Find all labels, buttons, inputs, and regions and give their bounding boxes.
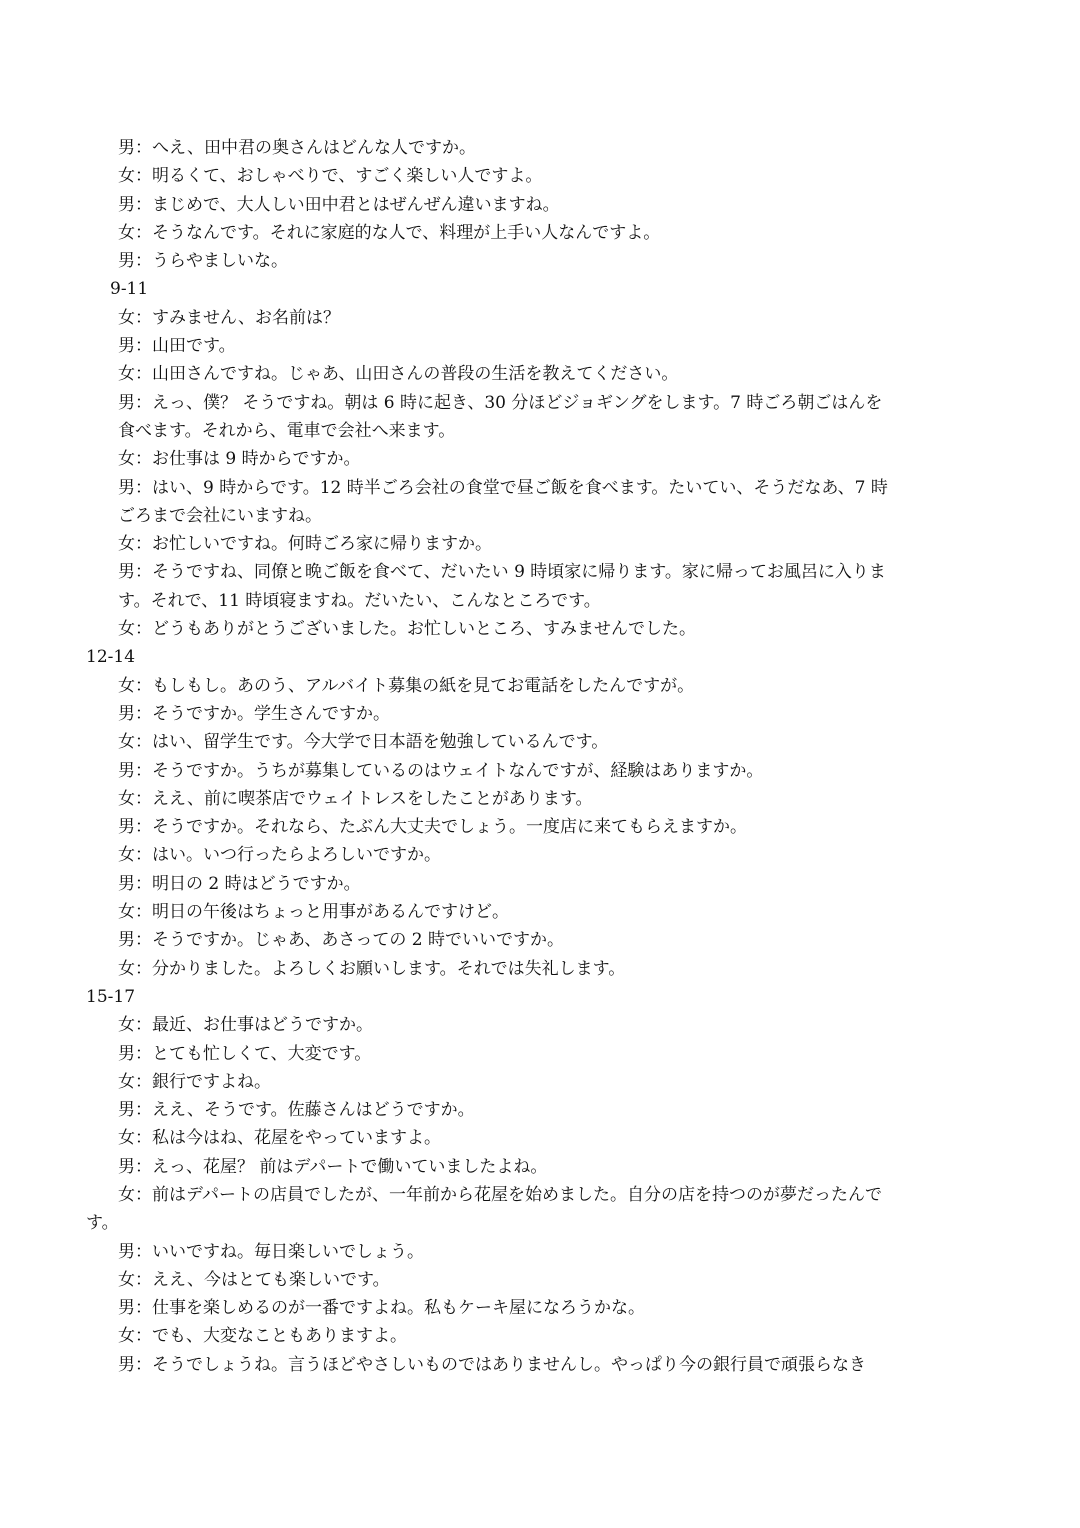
dialogue-line: 女：お仕事は 9 時からですか。 [118,449,361,470]
dialogue-line: 男：山田です。 [118,336,236,357]
dialogue-line: 女：そうなんです。それに家庭的な人で、料理が上手い人なんですよ。 [118,222,661,243]
dialogue-line: 男：へえ、田中君の奥さんはどんな人ですか。 [118,138,477,158]
dialogue-line: 女：お忙しいですね。何時ごろ家に帰りますか。 [118,534,492,555]
dialogue-line-continuation: ごろまで会社にいますね。 [118,505,322,526]
dialogue-line: 女：私は今はね、花屋をやっていますよ。 [118,1128,441,1149]
dialogue-line: 男：はい、9 時からです。12 時半ごろ会社の食堂で昼ご飯を食べます。たいてい、そうだなあ、7 時 [118,477,888,498]
dialogue-line: 男：そうですね、同僚と晩ご飯を食べて、だいたい 9 時頃家に帰ります。家に帰ってお風呂に入りま [118,562,886,583]
dialogue-line: 男：とても忙しくて、大変です。 [118,1043,372,1064]
dialogue-line: 女：どうもありがとうございました。お忙しいところ、すみませんでした。 [118,619,696,640]
dialogue-line: 男：仕事を楽しめるのが一番ですよね。私もケーキ屋になろうかな。 [118,1298,645,1319]
dialogue-line: 女：はい、留学生です。今大学で日本語を勉強しているんです。 [118,732,609,753]
dialogue-line: 男：えっ、僕？ そうですね。朝は 6 時に起き、30 分ほどジョギングをします。7 時ごろ朝ごはんを [118,392,883,413]
dialogue-line: 女：でも、大変なこともありますよ。 [118,1326,407,1347]
dialogue-line: 男：ええ、そうです。佐藤さんはどうですか。 [118,1100,475,1121]
dialogue-line: 女：もしもし。あのう、アルバイト募集の紙を見てお電話をしたんですが。 [118,675,695,696]
dialogue-line: 男：そうですか。学生さんですか。 [118,703,390,724]
dialogue-line: 女：分かりました。よろしくお願いします。それでは失礼します。 [118,958,626,979]
dialogue-line-continuation: 食べます。それから、電車で会社へ来ます。 [118,420,456,441]
dialogue-line: 男：まじめで、大人しい田中君とはぜんぜん違いますね。 [118,194,560,215]
dialogue-line: 男：いいですね。毎日楽しいでしょう。 [118,1241,424,1262]
dialogue-line: 女：山田さんですね。じゃあ、山田さんの普段の生活を教えてください。 [118,364,679,385]
transcript-document [0,134,1080,1379]
dialogue-line: 男：えっ、花屋？ 前はデパートで働いていましたよね。 [118,1156,548,1177]
section-header: 15-17 [86,986,136,1007]
dialogue-line: 女：銀行ですよね。 [118,1071,271,1092]
dialogue-line: 男：そうでしょうね。言うほどやさしいものではありませんし。やっぱり今の銀行員で頑張らなき [118,1354,866,1375]
section-header: 9-11 [110,279,149,300]
section-header: 12-14 [86,647,136,668]
dialogue-line: 男：そうですか。それなら、たぶん大丈夫でしょう。一度店に来てもらえますか。 [118,817,747,838]
dialogue-line: 男：うらやましいな。 [118,251,288,272]
dialogue-line: 男：明日の 2 時はどうですか。 [118,873,361,894]
dialogue-line: 女：最近、お仕事はどうですか。 [118,1015,373,1036]
dialogue-line-continuation: す。それで、11 時頃寝ますね。だいたい、こんなところです。 [118,590,601,611]
dialogue-line: 女：ええ、前に喫茶店でウェイトレスをしたことがあります。 [118,788,593,809]
dialogue-line: 女：すみません、お名前は？ [118,307,341,328]
dialogue-line: 女：ええ、今はとても楽しいです。 [118,1269,390,1290]
dialogue-line: 男：そうですか。うちが募集しているのはウェイトなんですが、経験はありますか。 [118,760,764,781]
dialogue-line: 女：はい。いつ行ったらよろしいですか。 [118,845,441,866]
dialogue-line: 男：そうですか。じゃあ、あさっての 2 時でいいですか。 [118,930,564,951]
dialogue-line: 女：明日の午後はちょっと用事があるんですけど。 [118,902,509,923]
dialogue-line-continuation: す。 [86,1213,119,1234]
dialogue-line: 女：明るくて、おしゃべりで、すごく楽しい人ですよ。 [118,166,543,187]
dialogue-line: 女：前はデパートの店員でしたが、一年前から花屋を始めました。自分の店を持つのが夢だったんで [118,1184,882,1205]
